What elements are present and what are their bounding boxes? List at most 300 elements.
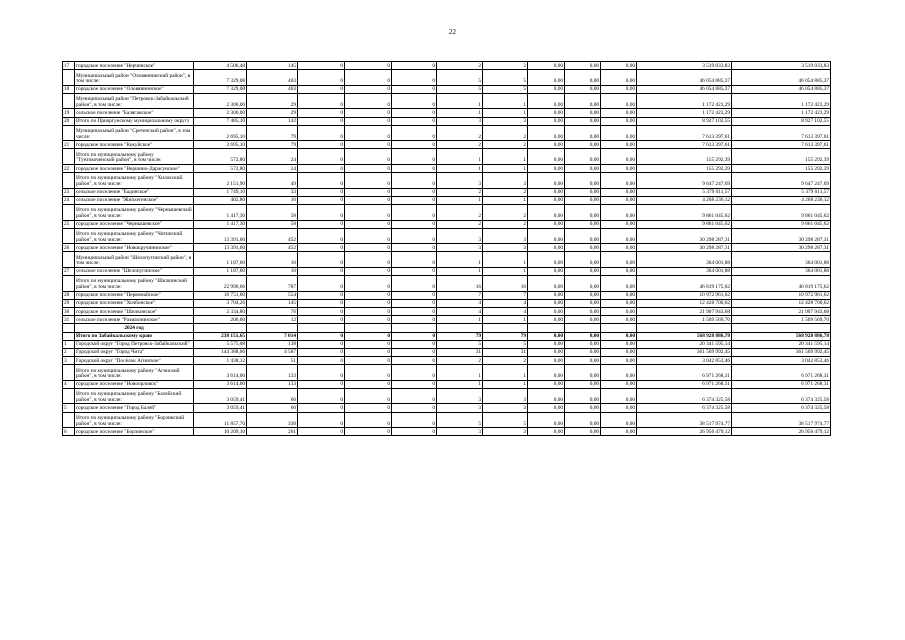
value-cell: 6 374 325,58: [732, 388, 831, 404]
table-row: [63, 125, 831, 141]
value-cell: 0: [298, 340, 345, 348]
value-cell: 554: [247, 291, 298, 299]
value-cell: 0,00: [601, 404, 637, 412]
value-cell: 0,00: [565, 196, 601, 204]
row-number-cell: 31: [63, 316, 75, 324]
value-cell: 16 751,60: [194, 291, 247, 299]
value-cell: 3: [437, 404, 483, 412]
value-cell: 7: [437, 291, 483, 299]
value-cell: 0,00: [565, 412, 601, 428]
value-cell: 0,00: [528, 173, 565, 189]
value-cell: 0: [392, 70, 437, 86]
value-cell: 0: [298, 332, 345, 340]
value-cell: 0: [392, 149, 437, 165]
value-cell: 0,00: [528, 149, 565, 165]
value-cell: 145: [247, 299, 298, 307]
value-cell: 5 379 011,57: [732, 188, 831, 196]
empty-cell: [247, 324, 298, 332]
value-cell: 0,00: [528, 164, 565, 172]
value-cell: 0,00: [601, 380, 637, 388]
empty-cell: [345, 324, 392, 332]
value-cell: 0: [345, 276, 392, 292]
value-cell: 2: [437, 125, 483, 141]
value-cell: 0,00: [528, 332, 565, 340]
empty-cell: [637, 324, 732, 332]
table-row: [63, 267, 831, 275]
value-cell: 10 972 961,62: [637, 291, 732, 299]
value-cell: 0,00: [565, 332, 601, 340]
table-row: [63, 252, 831, 268]
value-cell: 7 014: [247, 332, 298, 340]
value-cell: 144 388,06: [194, 348, 247, 356]
value-cell: 3 614,00: [194, 365, 247, 381]
value-cell: 0: [345, 404, 392, 412]
value-cell: 0,00: [528, 85, 565, 93]
empty-cell: [194, 324, 247, 332]
table-row: [63, 220, 831, 228]
value-cell: 0,00: [528, 365, 565, 381]
value-cell: 30 298 287,31: [637, 244, 732, 252]
value-cell: 1 187,60: [194, 267, 247, 275]
value-cell: 0: [345, 188, 392, 196]
value-cell: 0,00: [528, 388, 565, 404]
table-row: [63, 276, 831, 292]
value-cell: 0,00: [528, 380, 565, 388]
value-cell: 0: [392, 291, 437, 299]
value-cell: 0: [345, 117, 392, 125]
value-cell: 16: [437, 276, 483, 292]
value-cell: 0,00: [528, 141, 565, 149]
value-cell: 0,00: [565, 85, 601, 93]
value-cell: 3 704,26: [194, 299, 247, 307]
table-row: [63, 428, 831, 436]
value-cell: 0: [298, 62, 345, 70]
value-cell: 452: [247, 228, 298, 244]
value-cell: 0,00: [601, 62, 637, 70]
value-cell: 0,00: [528, 117, 565, 125]
value-cell: 0,00: [528, 307, 565, 315]
value-cell: 155 292,39: [732, 164, 831, 172]
table-row: [63, 380, 831, 388]
row-name-cell: Городской округ "Город Чита": [75, 348, 194, 356]
value-cell: 1 172 423,29: [637, 109, 732, 117]
value-cell: 0,00: [601, 149, 637, 165]
value-cell: 16: [483, 276, 528, 292]
value-cell: 1: [437, 109, 483, 117]
table-row: [63, 404, 831, 412]
row-number-cell: 5: [63, 404, 75, 412]
row-name-cell: городское поселение "Чернышевское": [75, 220, 194, 228]
value-cell: 0,00: [601, 267, 637, 275]
value-cell: 16: [247, 267, 298, 275]
table-row: [63, 85, 831, 93]
value-cell: 0,00: [565, 220, 601, 228]
value-cell: 6 971 268,31: [732, 380, 831, 388]
table-row: [63, 70, 831, 86]
table-row: [63, 412, 831, 428]
row-name-cell: городское поселение "Борзинское": [75, 428, 194, 436]
value-cell: 22 996,66: [194, 276, 247, 292]
value-cell: 5: [437, 412, 483, 428]
value-cell: 1 172 423,29: [637, 93, 732, 109]
value-cell: 403: [247, 70, 298, 86]
value-cell: 0,00: [601, 125, 637, 141]
row-number-cell: 19: [63, 109, 75, 117]
value-cell: 0: [298, 220, 345, 228]
row-number-cell: 17: [63, 62, 75, 70]
value-cell: 0: [345, 196, 392, 204]
value-cell: 7 613 397,61: [637, 141, 732, 149]
value-cell: 0: [345, 149, 392, 165]
value-cell: 1 509 569,70: [732, 316, 831, 324]
value-cell: 3: [483, 117, 528, 125]
year-label: 2024 год: [75, 324, 194, 332]
value-cell: 0,00: [565, 228, 601, 244]
value-cell: 0: [345, 291, 392, 299]
value-cell: 364 001,88: [732, 267, 831, 275]
value-cell: 2 334,80: [194, 307, 247, 315]
value-cell: 0,00: [528, 220, 565, 228]
value-cell: 0: [392, 220, 437, 228]
value-cell: 3: [437, 428, 483, 436]
value-cell: 1 749,10: [194, 188, 247, 196]
value-cell: 5: [437, 70, 483, 86]
row-number-cell: [63, 365, 75, 381]
value-cell: 1: [437, 365, 483, 381]
value-cell: 261: [247, 428, 298, 436]
value-cell: 79: [483, 332, 528, 340]
value-cell: 206,00: [194, 316, 247, 324]
value-cell: 29: [247, 93, 298, 109]
row-name-cell: Итого по муниципальному району "Тунгокоченский район", в том числе:: [75, 149, 194, 165]
value-cell: 2: [483, 62, 528, 70]
value-cell: 1: [483, 109, 528, 117]
row-name-cell: Городской округ "Посёлок Агинское": [75, 357, 194, 365]
empty-cell: [392, 324, 437, 332]
row-number-cell: 6: [63, 428, 75, 436]
year-header-row: [63, 324, 831, 332]
table-row: [63, 340, 831, 348]
value-cell: 46 819 175,62: [732, 276, 831, 292]
value-cell: 1: [437, 252, 483, 268]
value-cell: 7: [483, 291, 528, 299]
row-name-cell: Итого по муниципальному району "Хилокский район", в том числе:: [75, 173, 194, 189]
value-cell: 3 519 033,83: [732, 62, 831, 70]
value-cell: 0,00: [565, 365, 601, 381]
value-cell: 0: [345, 228, 392, 244]
value-cell: 155 292,39: [637, 164, 732, 172]
value-cell: 0: [392, 196, 437, 204]
value-cell: 0: [298, 196, 345, 204]
row-name-cell: городское поселение "Шилкинское": [75, 307, 194, 315]
value-cell: 4 268 236,12: [637, 196, 732, 204]
value-cell: 7 613 397,61: [732, 125, 831, 141]
value-cell: 0: [345, 205, 392, 221]
row-number-cell: 21: [63, 141, 75, 149]
table-row: [63, 228, 831, 244]
value-cell: 364 001,88: [637, 252, 732, 268]
row-name-cell: городское поселение "Вершино-Дарасунское": [75, 164, 194, 172]
row-name-cell: Итого по муниципальному району "Чернышевский район", в том числе:: [75, 205, 194, 221]
value-cell: 0,00: [601, 220, 637, 228]
value-cell: 1: [437, 380, 483, 388]
value-cell: 0,00: [528, 62, 565, 70]
value-cell: 0: [298, 307, 345, 315]
value-cell: 0: [392, 357, 437, 365]
value-cell: 2: [437, 357, 483, 365]
value-cell: 66: [247, 388, 298, 404]
value-cell: 0,00: [528, 412, 565, 428]
value-cell: 21 907 943,68: [637, 307, 732, 315]
row-number-cell: [63, 252, 75, 268]
value-cell: 0: [298, 412, 345, 428]
value-cell: 0,00: [528, 228, 565, 244]
row-name-cell: Итого по муниципальному району "Борзинский район", в том числе:: [75, 412, 194, 428]
value-cell: 0: [345, 220, 392, 228]
value-cell: 4 587: [247, 348, 298, 356]
row-name-cell: сельское поселение "Размахнинское": [75, 316, 194, 324]
value-cell: 0: [298, 125, 345, 141]
value-cell: 0,00: [528, 348, 565, 356]
row-number-cell: [63, 276, 75, 292]
value-cell: 46 054 885,37: [637, 70, 732, 86]
row-number-cell: 26: [63, 244, 75, 252]
value-cell: 0,00: [601, 428, 637, 436]
value-cell: 4: [437, 299, 483, 307]
row-number-cell: [63, 93, 75, 109]
value-cell: 33: [247, 188, 298, 196]
value-cell: 0: [392, 267, 437, 275]
value-cell: 79: [437, 332, 483, 340]
row-name-cell: городское поселение "Новоорловск": [75, 380, 194, 388]
value-cell: 1 417,30: [194, 205, 247, 221]
value-cell: 2: [483, 205, 528, 221]
value-cell: 0: [392, 62, 437, 70]
row-name-cell: Муниципальный район "Оловяннинский район", в том числе:: [75, 70, 194, 86]
row-name-cell: городское поселение "Нерчинское": [75, 62, 194, 70]
value-cell: 7 329,08: [194, 70, 247, 86]
value-cell: 0: [345, 299, 392, 307]
row-number-cell: 18: [63, 85, 75, 93]
value-cell: 7 613 397,61: [732, 141, 831, 149]
value-cell: 0: [392, 380, 437, 388]
value-cell: 4: [437, 307, 483, 315]
value-cell: 0,00: [528, 109, 565, 117]
value-cell: 6 971 268,31: [637, 365, 732, 381]
value-cell: 0: [345, 244, 392, 252]
value-cell: 0,00: [528, 196, 565, 204]
value-cell: 2: [437, 220, 483, 228]
value-cell: 58: [247, 220, 298, 228]
value-cell: 572,80: [194, 164, 247, 172]
value-cell: 30 298 287,31: [637, 228, 732, 244]
value-cell: 24: [247, 149, 298, 165]
value-cell: 787: [247, 276, 298, 292]
empty-cell: [298, 324, 345, 332]
value-cell: 0: [298, 316, 345, 324]
value-cell: 0,00: [601, 291, 637, 299]
value-cell: 364 001,88: [637, 267, 732, 275]
empty-cell: [528, 324, 565, 332]
value-cell: 330: [247, 412, 298, 428]
value-cell: 0,00: [528, 404, 565, 412]
value-cell: 0: [392, 276, 437, 292]
value-cell: 0: [298, 117, 345, 125]
value-cell: 0,00: [565, 357, 601, 365]
row-name-cell: городское поселение "Первомайское": [75, 291, 194, 299]
value-cell: 16: [247, 252, 298, 268]
row-name-cell: Муниципальный район "Шелопугинский район", в том числе:: [75, 252, 194, 268]
value-cell: 0,00: [565, 117, 601, 125]
value-cell: 0,00: [601, 412, 637, 428]
row-name-cell: сельское поселение "Бадинское": [75, 188, 194, 196]
value-cell: 26 956 479,12: [732, 428, 831, 436]
value-cell: 46 819 175,62: [637, 276, 732, 292]
table-row: [63, 173, 831, 189]
value-cell: 0,00: [565, 244, 601, 252]
value-cell: 0: [392, 173, 437, 189]
value-cell: 3 042 853,46: [732, 357, 831, 365]
value-cell: 0,00: [565, 316, 601, 324]
row-name-cell: городское поселение "Кокуйское": [75, 141, 194, 149]
value-cell: 29: [247, 109, 298, 117]
value-cell: 0,00: [528, 252, 565, 268]
value-cell: 0: [392, 412, 437, 428]
value-cell: 452: [247, 244, 298, 252]
value-cell: 2: [437, 141, 483, 149]
value-cell: 3: [483, 244, 528, 252]
value-cell: 5: [483, 85, 528, 93]
value-cell: 0: [298, 173, 345, 189]
value-cell: 20 341 595,14: [637, 340, 732, 348]
value-cell: 2: [437, 62, 483, 70]
value-cell: 30 298 287,31: [732, 228, 831, 244]
value-cell: 2: [483, 188, 528, 196]
value-cell: 0: [298, 228, 345, 244]
value-cell: 0,00: [528, 316, 565, 324]
value-cell: 1: [483, 380, 528, 388]
value-cell: 0: [392, 388, 437, 404]
empty-cell: [437, 324, 483, 332]
value-cell: 0,00: [601, 299, 637, 307]
value-cell: 9 861 045,62: [732, 205, 831, 221]
table-row: [63, 117, 831, 125]
value-cell: 13 391,60: [194, 244, 247, 252]
value-cell: 38 517 974,77: [732, 412, 831, 428]
value-cell: 2 306,00: [194, 109, 247, 117]
value-cell: 0,00: [528, 70, 565, 86]
empty-cell: [63, 324, 75, 332]
value-cell: 3: [483, 173, 528, 189]
value-cell: 0: [345, 388, 392, 404]
row-name-cell: сельское поселение "Шелопугинское": [75, 267, 194, 275]
value-cell: 0,00: [601, 117, 637, 125]
value-cell: 0,00: [528, 428, 565, 436]
value-cell: 403: [247, 85, 298, 93]
value-cell: 0: [345, 70, 392, 86]
value-cell: 0: [345, 428, 392, 436]
value-cell: 0,00: [601, 307, 637, 315]
value-cell: 0,00: [601, 93, 637, 109]
value-cell: 0,00: [601, 340, 637, 348]
row-name-cell: городское поселение "Новокручининское": [75, 244, 194, 252]
value-cell: 0,00: [601, 348, 637, 356]
value-cell: 0: [298, 188, 345, 196]
value-cell: 0,00: [601, 332, 637, 340]
value-cell: 1: [483, 196, 528, 204]
value-cell: 0: [392, 205, 437, 221]
value-cell: 0: [345, 85, 392, 93]
value-cell: 0: [298, 299, 345, 307]
row-name-cell: городское поселение "Город Балей": [75, 404, 194, 412]
value-cell: 0: [392, 252, 437, 268]
value-cell: 1: [483, 164, 528, 172]
table-row: [63, 109, 831, 117]
value-cell: 0: [392, 228, 437, 244]
value-cell: 0: [392, 428, 437, 436]
value-cell: 0: [392, 365, 437, 381]
table-row: [63, 141, 831, 149]
value-cell: 0,00: [601, 173, 637, 189]
value-cell: 6 971 268,31: [732, 365, 831, 381]
value-cell: 2: [483, 125, 528, 141]
data-table: [62, 61, 831, 436]
value-cell: 0,00: [565, 164, 601, 172]
value-cell: 9 861 045,62: [637, 220, 732, 228]
value-cell: 0: [392, 340, 437, 348]
value-cell: 13 391,60: [194, 228, 247, 244]
value-cell: 2 151,90: [194, 173, 247, 189]
value-cell: 0: [345, 412, 392, 428]
value-cell: 0,00: [565, 109, 601, 117]
row-name-cell: Итого по Приаргунскому муниципальному округу: [75, 117, 194, 125]
value-cell: 2: [483, 141, 528, 149]
value-cell: 0: [298, 428, 345, 436]
value-cell: 46 054 885,37: [637, 85, 732, 93]
value-cell: 5: [483, 70, 528, 86]
value-cell: 0: [298, 357, 345, 365]
value-cell: 1: [483, 93, 528, 109]
value-cell: 3: [437, 244, 483, 252]
row-number-cell: [63, 228, 75, 244]
value-cell: 5: [437, 340, 483, 348]
value-cell: 3: [437, 228, 483, 244]
page-number: 22: [449, 28, 456, 36]
value-cell: 0: [392, 299, 437, 307]
empty-cell: [601, 324, 637, 332]
value-cell: 133: [247, 380, 298, 388]
value-cell: 2 695,10: [194, 125, 247, 141]
value-cell: 0: [345, 357, 392, 365]
row-name-cell: Городской округ "Город Петровск-Забайкальский": [75, 340, 194, 348]
value-cell: 20 341 595,14: [732, 340, 831, 348]
value-cell: 12 428 700,62: [732, 299, 831, 307]
value-cell: 9 647 247,69: [637, 173, 732, 189]
value-cell: 3 519 033,83: [637, 62, 732, 70]
value-cell: 0,00: [601, 357, 637, 365]
value-cell: 0,00: [565, 291, 601, 299]
value-cell: 8 927 102,55: [637, 117, 732, 125]
value-cell: 0,00: [601, 109, 637, 117]
value-cell: 0: [392, 141, 437, 149]
value-cell: 3: [483, 428, 528, 436]
value-cell: 0: [345, 365, 392, 381]
value-cell: 2: [483, 357, 528, 365]
value-cell: 0,00: [601, 196, 637, 204]
value-cell: 0: [298, 404, 345, 412]
value-cell: 155 292,39: [732, 149, 831, 165]
value-cell: 238 151,65: [194, 332, 247, 340]
